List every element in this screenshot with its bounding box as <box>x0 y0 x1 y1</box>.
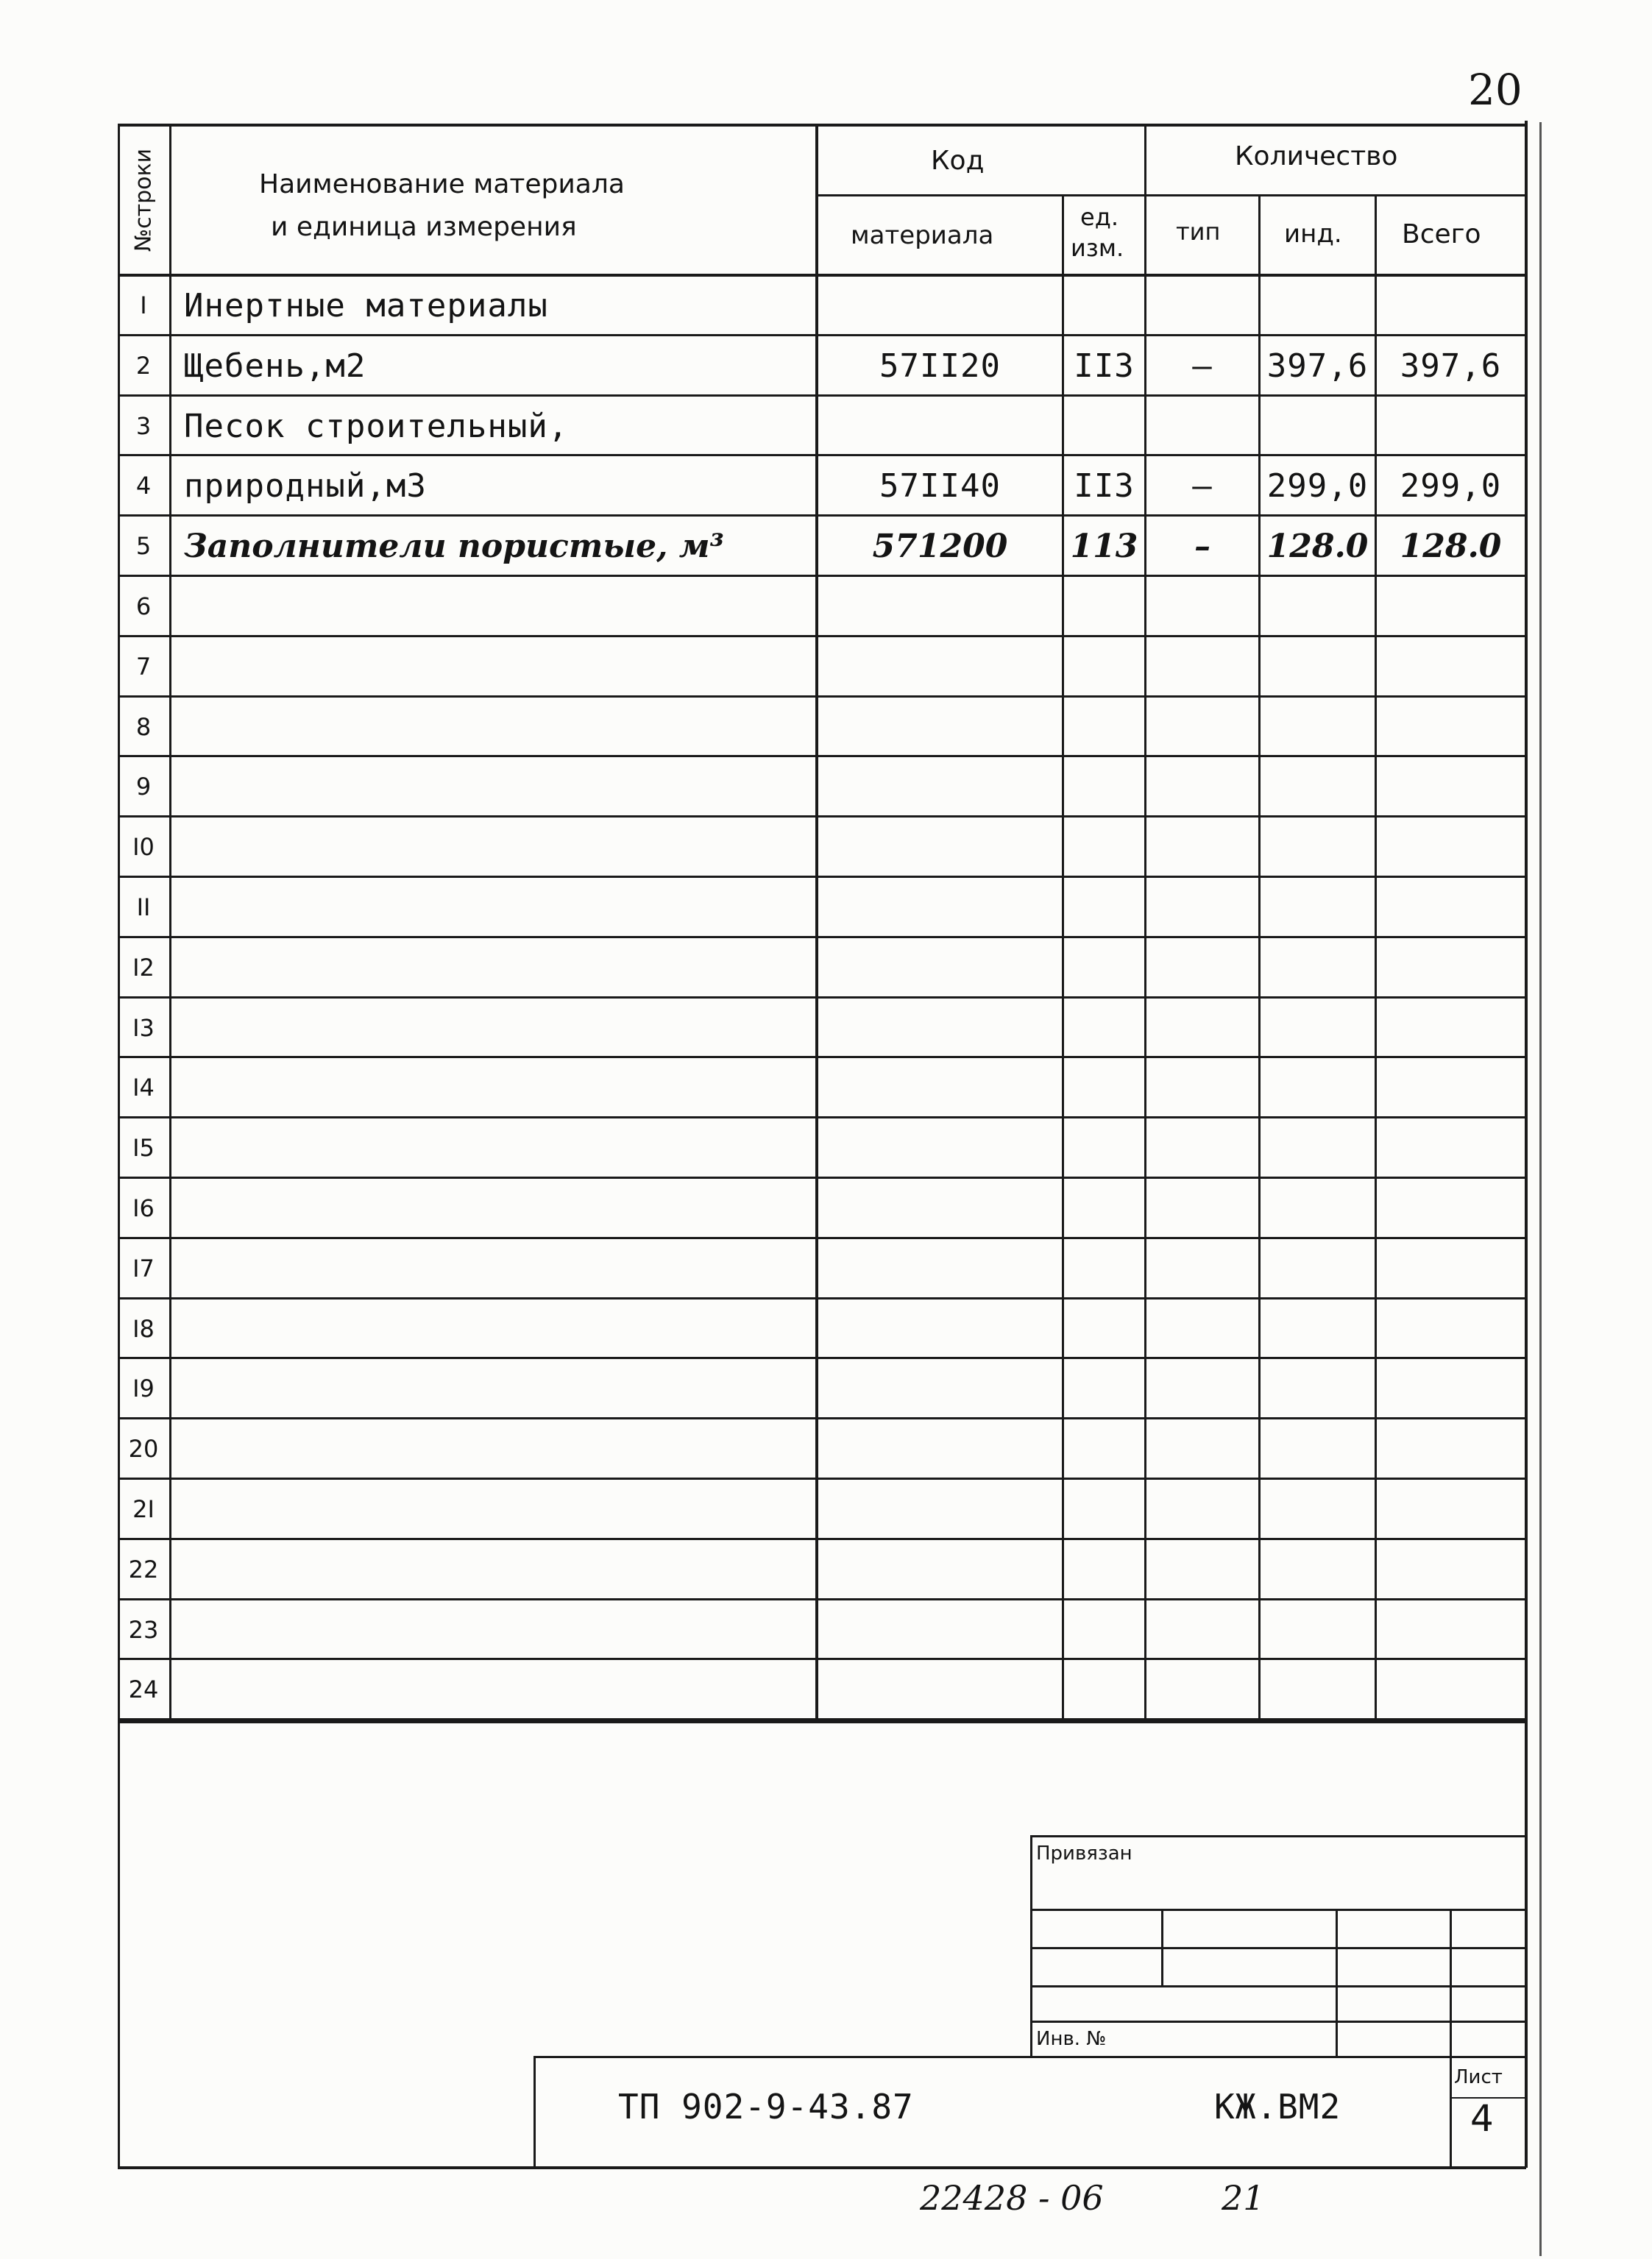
cell-code: 571200 <box>872 528 1008 565</box>
row-divider <box>118 1177 1526 1179</box>
row-divider <box>118 1478 1526 1480</box>
stamp-inv-label: Инв. № <box>1036 2028 1107 2050</box>
row-divider <box>118 876 1526 878</box>
row-divider <box>118 394 1526 397</box>
header-qty-total: Всего <box>1402 219 1481 249</box>
row-number: 9 <box>135 773 152 801</box>
row-divider <box>118 1417 1526 1419</box>
stamp-sheet-number: 4 <box>1470 2097 1494 2140</box>
cell-name: Песок строительный, <box>184 408 569 445</box>
row-number: I5 <box>132 1134 155 1162</box>
cell-ind: 128.0 <box>1266 528 1369 565</box>
row-number: 5 <box>135 532 152 560</box>
row-number: 20 <box>128 1435 159 1463</box>
header-quantity: Количество <box>1235 141 1398 171</box>
cell-code: 57II20 <box>879 347 1001 385</box>
footer-number: 22428 - 06 <box>920 2178 1104 2218</box>
row-divider <box>118 1357 1526 1359</box>
row-number: I <box>140 291 147 319</box>
cell-ind: 299,0 <box>1266 467 1369 505</box>
header-code-unit-2: изм. <box>1071 234 1124 262</box>
header-code-unit-1: ед. <box>1080 203 1119 231</box>
row-number: I4 <box>132 1074 155 1102</box>
row-number: 7 <box>135 653 152 681</box>
cell-name: Щебень,м2 <box>184 347 366 385</box>
cell-unit: II3 <box>1074 467 1135 505</box>
cell-name: природный,м3 <box>184 467 427 505</box>
row-number: 22 <box>128 1556 159 1584</box>
row-divider <box>118 1056 1526 1058</box>
page-number: 20 <box>1468 65 1522 115</box>
cell-name: Заполнители пористые, м³ <box>184 528 724 565</box>
header-code: Код <box>931 146 985 176</box>
row-divider <box>118 334 1526 336</box>
row-divider <box>118 1538 1526 1540</box>
row-divider <box>118 755 1526 757</box>
row-divider <box>118 815 1526 818</box>
footer-page: 21 <box>1222 2178 1265 2218</box>
row-divider <box>118 695 1526 698</box>
header-name-line2: и единица измерения <box>271 212 577 242</box>
row-number: I8 <box>132 1315 155 1343</box>
cell-code: 57II40 <box>879 467 1001 505</box>
row-divider <box>118 454 1526 456</box>
row-number: I9 <box>132 1375 155 1402</box>
header-qty-type: тип <box>1176 218 1221 246</box>
cell-name: Инертные материалы <box>184 287 548 325</box>
header-row-number: №строки <box>130 148 157 252</box>
row-number: 6 <box>135 592 152 620</box>
cell-ind: 397,6 <box>1266 347 1369 385</box>
row-number: II <box>136 893 151 921</box>
row-number: 23 <box>128 1616 159 1644</box>
header-qty-ind: инд. <box>1284 219 1342 249</box>
row-number: 8 <box>135 713 152 741</box>
row-number: I0 <box>132 833 155 861</box>
row-number: I6 <box>132 1194 155 1222</box>
row-divider <box>118 1718 1526 1720</box>
cell-type: – <box>1192 467 1213 505</box>
row-divider <box>118 936 1526 938</box>
row-divider <box>118 1598 1526 1600</box>
row-divider <box>118 575 1526 577</box>
row-number: 24 <box>128 1675 159 1703</box>
row-divider <box>118 1658 1526 1660</box>
row-divider <box>118 1116 1526 1118</box>
stamp-sheet-label: Лист <box>1454 2066 1503 2088</box>
cell-type: – <box>1192 347 1213 385</box>
cell-total: 299,0 <box>1400 467 1502 505</box>
stamp-doc-code: ТП 902-9-43.87 <box>618 2087 914 2127</box>
row-divider <box>118 1297 1526 1299</box>
cell-unit: 113 <box>1070 528 1138 565</box>
header-name-line1: Наименование материала <box>259 169 625 199</box>
row-number: 2I <box>132 1495 155 1523</box>
row-number: I3 <box>132 1014 155 1042</box>
row-number: I2 <box>132 954 155 982</box>
row-number: 3 <box>135 412 152 440</box>
cell-type: – <box>1194 528 1210 565</box>
row-number: I7 <box>132 1255 155 1283</box>
cell-total: 128.0 <box>1400 528 1502 565</box>
row-divider <box>118 635 1526 637</box>
cell-total: 397,6 <box>1400 347 1502 385</box>
row-number: 4 <box>135 472 152 500</box>
row-divider <box>118 1237 1526 1239</box>
cell-unit: II3 <box>1074 347 1135 385</box>
stamp-mark: КЖ.ВМ2 <box>1214 2087 1341 2127</box>
stamp-bound-label: Привязан <box>1036 1843 1132 1865</box>
row-divider <box>118 996 1526 999</box>
row-number: 2 <box>135 352 152 380</box>
header-code-material: материала <box>851 221 994 250</box>
row-divider <box>118 514 1526 517</box>
